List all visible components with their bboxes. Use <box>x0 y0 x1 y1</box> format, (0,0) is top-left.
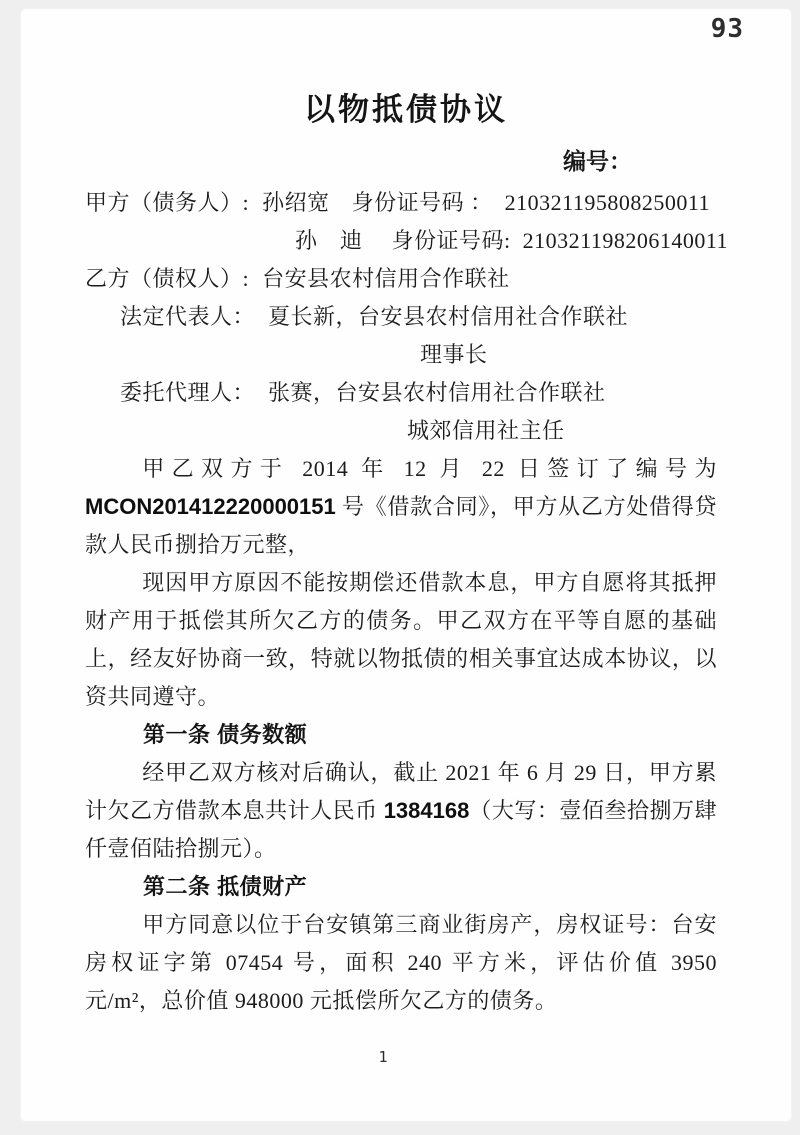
party-a-row-1 <box>85 184 717 222</box>
agent-label: 委托代理人： <box>120 380 256 405</box>
party-b-name: 台安县农村信用合作联社 <box>262 266 510 291</box>
legal-rep-value: 夏长新，台安县农村信用社合作联社 <box>268 304 629 329</box>
agent-title: 城郊信用社主任 <box>407 418 565 443</box>
clause-2-heading: 第二条 抵债财产 <box>143 874 308 899</box>
document-page <box>20 8 792 1122</box>
party-a-member-1-id-number: 210321195808250011 <box>504 190 711 215</box>
agent-value: 张赛，台安县农村信用社合作联社 <box>268 380 606 405</box>
party-b-row <box>85 260 717 298</box>
party-a-member-2-id-number: 210321198206140011 <box>522 228 729 253</box>
doc-number-label: 编号： <box>563 148 632 174</box>
intro-paragraph <box>85 450 717 564</box>
party-a-member-2-id-label: 身份证号码: <box>391 228 511 253</box>
clause-1-paragraph <box>85 754 717 868</box>
legal-rep-title: 理事长 <box>420 342 488 367</box>
clause-1-text-1: 经甲乙双方核对后确认，截止 2021 年 6 月 29 日，甲方累计欠乙方借款本息共计人民币 <box>85 760 717 823</box>
preamble-paragraph: 现因甲方原因不能按期偿还借款本息，甲方自愿将其抵押财产用于抵偿其所欠乙方的债务。甲乙双方在平等自愿的基础上，经友好协商一致，特就以物抵债的相关事宜达成本协议，以资共同遵守。 <box>85 570 717 709</box>
intro-text-1: 甲乙双方于 2014 年 12 月 22 日签订了编号为 <box>142 456 717 481</box>
clause-1-heading: 第一条 债务数额 <box>143 722 308 747</box>
party-a-row-2 <box>85 222 729 260</box>
agent-title-row <box>85 412 717 450</box>
party-a-member-1-id-label: 身份证号码 ： <box>351 190 493 215</box>
party-a-member-2-name: 孙 迪 <box>295 228 363 253</box>
party-a-member-1-name: 孙绍宽 <box>262 190 330 215</box>
legal-rep-row <box>85 298 717 336</box>
document-title: 以物抵债协议 <box>304 92 508 127</box>
scan-corner-page-number: 93 <box>710 14 744 44</box>
legal-rep-label: 法定代表人： <box>120 304 256 329</box>
debt-amount: 1384168 <box>383 798 470 823</box>
party-a-label: 甲方（债务人）: <box>85 190 250 215</box>
agent-row <box>85 374 717 412</box>
party-b-label: 乙方（债权人）: <box>85 266 250 291</box>
loan-contract-number: MCON201412220000151 <box>85 494 336 519</box>
clause-1-text-2: （大写：壹佰叁拾捌万肆仟壹佰陆拾捌元）。 <box>85 798 717 861</box>
document-body <box>85 184 729 1020</box>
clause-2-paragraph: 甲方同意以位于台安镇第三商业街房产，房权证号：台安房权证字第 07454 号，面积 240 平方米，评估价值 3950 元/m²，总价值 948000 元抵偿所欠乙方的债务。 <box>85 912 717 1013</box>
page-footer-number: 1 <box>378 1048 388 1066</box>
intro-text-2: 号《借款合同》，甲方从乙方处借得贷款人民币捌拾万元整， <box>85 494 717 557</box>
legal-rep-title-row <box>85 336 717 374</box>
